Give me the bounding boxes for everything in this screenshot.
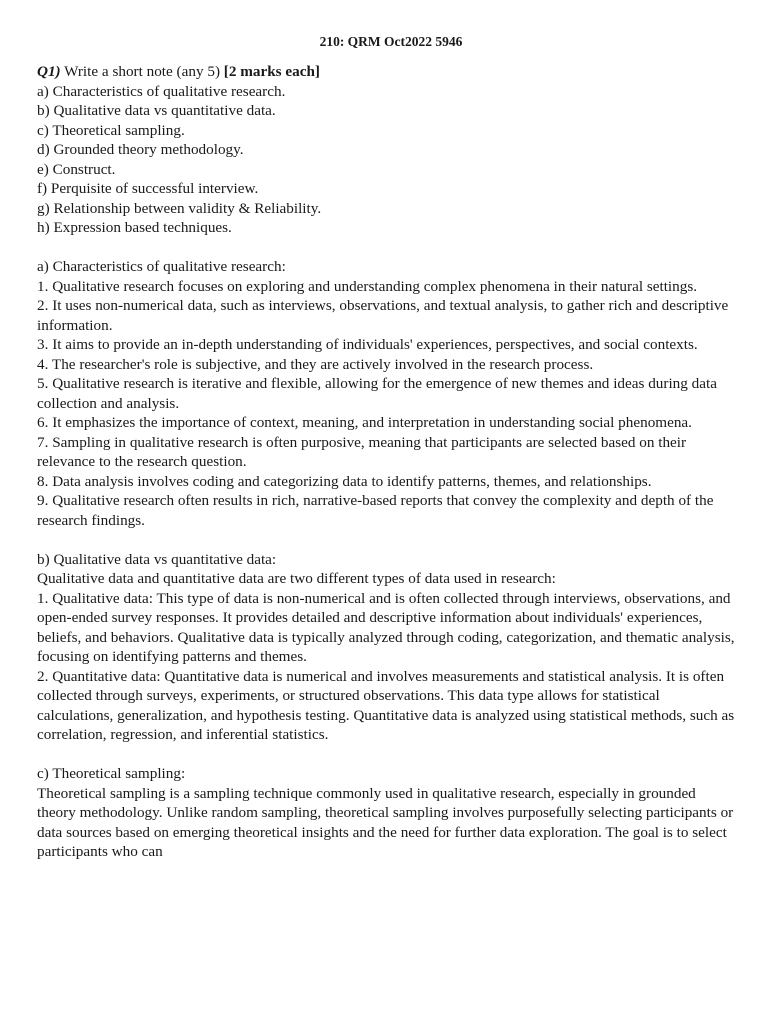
section-a-point: 4. The researcher's role is subjective, and they are actively involved in the research process. [37, 355, 594, 373]
question-prompt: Write a short note (any 5) [60, 63, 224, 80]
question-marks: [2 marks each] [223, 63, 320, 80]
question-item: f) Perquisite of successful interview. [37, 180, 259, 197]
question-item: d) Grounded theory methodology. [37, 141, 244, 158]
spacer [37, 745, 737, 765]
section-b-intro: Qualitative data and quantitative data are two different types of data used in research: [37, 570, 556, 587]
spacer [37, 530, 737, 550]
question-label: Q1) [37, 63, 61, 80]
section-a-title: a) Characteristics of qualitative research: [37, 258, 286, 275]
spacer [37, 238, 737, 258]
question-item: h) Expression based techniques. [37, 219, 232, 236]
question-line [37, 62, 737, 82]
question-item: b) Qualitative data vs quantitative data. [37, 102, 276, 119]
section-a-point: 2. It uses non-numerical data, such as interviews, observations, and textual analysis, to gather rich and descriptive information. [37, 297, 729, 334]
question-item: e) Construct. [37, 160, 116, 178]
section-c-title: c) Theoretical sampling: [37, 765, 186, 782]
section-b-title: b) Qualitative data vs quantitative data: [37, 550, 277, 568]
section-a-point: 7. Sampling in qualitative research is often purposive, meaning that participants are selected based on their relevance to the research question. [37, 433, 687, 470]
section-c-body: Theoretical sampling is a sampling technique commonly used in qualitative research, especially in grounded theory methodology. Unlike random sampling, theoretical sampling involves purposefully selecting participants or data sources based on emerging theoretical insights and the need for further data exploration. The goal is to select participants who can [37, 784, 734, 860]
section-b [37, 550, 737, 745]
document-title: 210: QRM Oct2022 5946 [319, 34, 463, 49]
section-a-point: 1. Qualitative research focuses on exploring and understanding complex phenomena in their natural settings. [37, 277, 698, 295]
section-b-point: 2. Quantitative data: Quantitative data is numerical and involves measurements and statistical analysis. It is often collected through surveys, experiments, or structured observations. This data type allows for statistical calculations, generalization, and hypothesis testing. Quantitative data is analyzed using statistical methods, such as correlation, regression, and inferential statistics. [37, 667, 735, 743]
question-item: a) Characteristics of qualitative research. [37, 82, 286, 100]
section-a-point: 6. It emphasizes the importance of context, meaning, and interpretation in understanding social phenomena. [37, 414, 692, 431]
question-item: c) Theoretical sampling. [37, 121, 185, 139]
question-item: g) Relationship between validity & Reliability. [37, 199, 322, 217]
section-b-point: 1. Qualitative data: This type of data is non-numerical and is often collected through interviews, observations, and open-ended survey responses. It provides detailed and descriptive information about individuals' experiences, beliefs, and behaviors. Qualitative data is typically analyzed through coding, categorization, and thematic analysis, focusing on identifying patterns and themes. [37, 589, 735, 665]
section-c [37, 764, 737, 862]
section-a-point: 8. Data analysis involves coding and categorizing data to identify patterns, themes, and relationships. [37, 472, 652, 490]
section-a-point: 3. It aims to provide an in-depth understanding of individuals' experiences, perspectives, and social contexts. [37, 336, 698, 353]
document-page [37, 33, 737, 862]
section-a-point: 5. Qualitative research is iterative and flexible, allowing for the emergence of new themes and ideas during data collection and analysis. [37, 375, 717, 412]
question-item-list [37, 82, 737, 238]
section-a [37, 257, 737, 530]
section-a-point: 9. Qualitative research often results in rich, narrative-based reports that convey the complexity and depth of the research findings. [37, 492, 714, 529]
